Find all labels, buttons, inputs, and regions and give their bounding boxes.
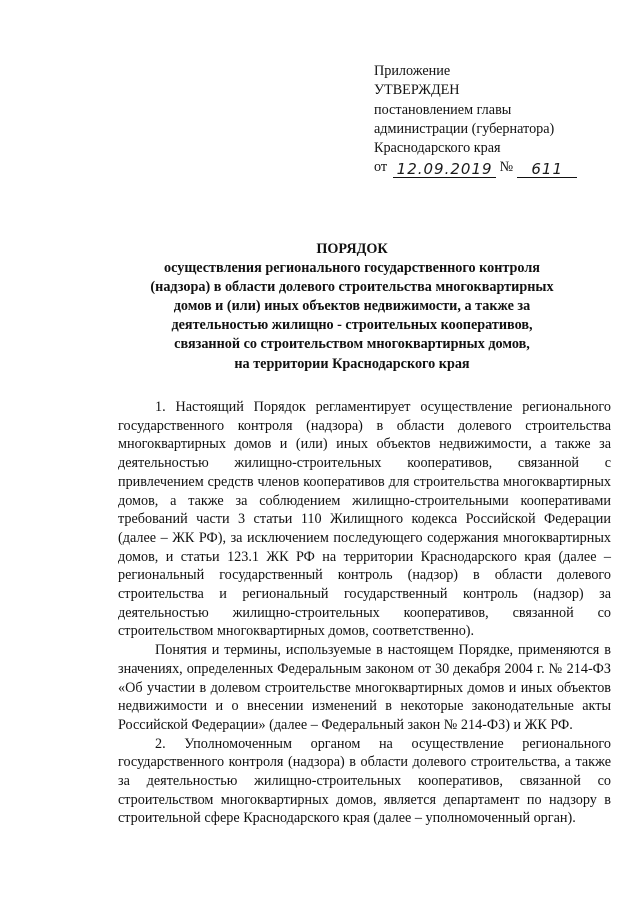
paragraph-2: Понятия и термины, используемые в настоящем Порядке, применяются в значениях, определенных Федеральным законом от 30 декабря 2004 г. № 214-ФЗ «Об участии в долевом строительстве многоквартирных домов и иных объектов недвижимости и о внесении изменений в некоторые законодательные акты Российской Федерации» (далее – Федеральный закон № 214-ФЗ) и ЖК РФ.: [118, 642, 611, 733]
title-line-6: на территории Краснодарского края: [234, 355, 470, 372]
document-body: [118, 398, 611, 828]
title-line-1: осуществления регионального государственного контроля: [164, 260, 540, 277]
date-field: [393, 161, 496, 178]
number-field: [517, 161, 577, 178]
document-title-block: [100, 240, 604, 374]
approved-label: УТВЕРЖДЕН: [374, 82, 460, 99]
paragraph-1: 1. Настоящий Порядок регламентирует осуществление регионального государственного контроля (надзора) в области долевого строительства многоквартирных домов и (или) иных объектов недвижимости, а также за деятельностью жилищно-строительных кооперативов, связанной с привлечением средств членов кооперативов для строительства многоквартирных домов, а также за соблюдением жилищно-строительными кооперативами требований части 3 статьи 110 Жилищного кодекса Российской Федерации (далее – ЖК РФ), за исключением последующего содержания многоквартирных домов, и статьи 123.1 ЖК РФ на территории Краснодарского края (далее – региональный государственный контроль (надзор) в области долевого строительства и региональный государственный контроль (надзор) за деятельностью жилищно-строительных кооперативов, связанной со строительством многоквартирных домов, соответственно).: [118, 399, 611, 640]
title-line-4: деятельностью жилищно - строительных кооперативов,: [171, 317, 533, 334]
handwritten-number: 611: [531, 159, 564, 178]
approval-block: [374, 62, 604, 178]
title-line-2: (надзора) в области долевого строительства многоквартирных: [150, 279, 554, 296]
approval-line-1: постановлением главы: [374, 101, 512, 118]
title-line-5: связанной со строительством многоквартирных домов,: [174, 336, 530, 353]
date-number-line: [374, 158, 604, 178]
handwritten-date: 12.09.2019: [396, 159, 493, 178]
number-sign: №: [499, 159, 514, 176]
title-line-3: домов и (или) иных объектов недвижимости, а также за: [173, 298, 531, 315]
paragraph-3: 2. Уполномоченным органом на осуществление регионального государственного контроля (надзора) в области долевого строительства, а также за деятельностью жилищно-строительных кооперативов, связанной со строительством многоквартирных домов, является департамент по надзору в строительной сфере Краснодарского края (далее – уполномоченный орган).: [118, 735, 611, 827]
document-heading: ПОРЯДОК: [316, 241, 388, 257]
date-prefix: от: [374, 159, 388, 176]
approval-line-3: Краснодарского края: [374, 140, 501, 157]
approval-line-2: администрации (губернатора): [374, 120, 555, 137]
appendix-label: Приложение: [374, 63, 451, 79]
